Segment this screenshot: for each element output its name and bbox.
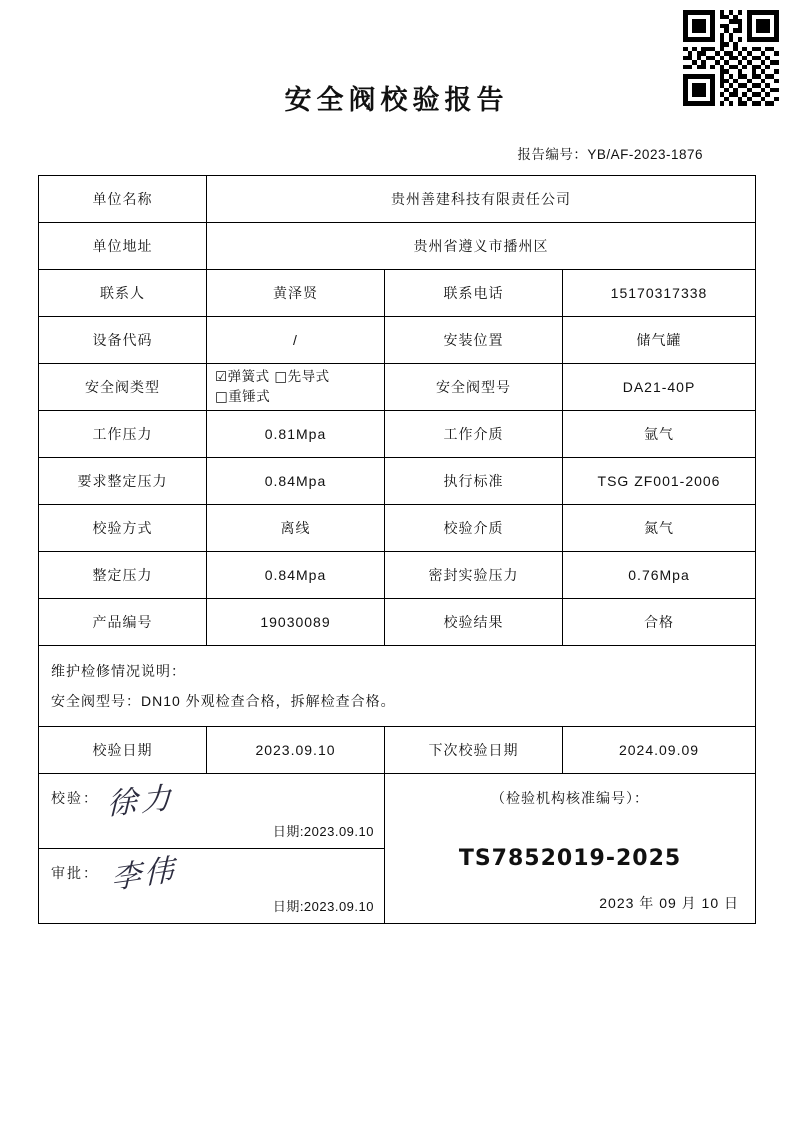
standard-value: TSG ZF001-2006 (563, 458, 756, 505)
table-row (39, 458, 756, 505)
issue-date: 2023 年 09 月 10 日 (599, 895, 740, 911)
checker-label: 校验： (51, 790, 99, 806)
seal-test-pressure-value: 0.76Mpa (563, 552, 756, 599)
install-position-value: 储气罐 (563, 317, 756, 364)
page-title: 安全阀校验报告 (284, 85, 509, 116)
check-result-value: 合格 (563, 599, 756, 646)
valve-type-label: 安全阀类型 (39, 364, 207, 411)
table-row (39, 552, 756, 599)
required-set-pressure-value: 0.84Mpa (207, 458, 385, 505)
work-medium-value: 氩气 (563, 411, 756, 458)
table-row (39, 317, 756, 364)
work-medium-label: 工作介质 (385, 411, 563, 458)
check-method-label: 校验方式 (39, 505, 207, 552)
check-medium-label: 校验介质 (385, 505, 563, 552)
contact-value: 黄泽贤 (207, 270, 385, 317)
table-row (39, 223, 756, 270)
table-row (39, 364, 756, 411)
maintenance-notes-title: 维护检修情况说明： (51, 663, 186, 679)
qr-code (683, 10, 779, 106)
standard-label: 执行标准 (385, 458, 563, 505)
table-row (39, 270, 756, 317)
table-row (39, 774, 756, 849)
valve-model-value: DA21-40P (563, 364, 756, 411)
checker-signature: 徐力 (107, 780, 175, 823)
approver-date: 日期:2023.09.10 (272, 899, 374, 914)
report-table (38, 175, 756, 924)
report-number: 报告编号：YB/AF-2023-1876 (517, 147, 703, 162)
table-row (39, 646, 756, 727)
organization-code-value: TS7852019-2025 (458, 846, 682, 871)
maintenance-notes (39, 646, 756, 727)
unit-name-label: 单位名称 (39, 176, 207, 223)
table-row (39, 599, 756, 646)
work-pressure-value: 0.81Mpa (207, 411, 385, 458)
install-position-label: 安装位置 (385, 317, 563, 364)
check-medium-value: 氮气 (563, 505, 756, 552)
valve-type-checkbox-group-1[interactable]: ☑弹簧式 □先导式 (215, 369, 330, 385)
approver-label: 审批： (51, 865, 99, 881)
product-number-value: 19030089 (207, 599, 385, 646)
approver-signature: 李伟 (111, 852, 177, 897)
contact-label: 联系人 (39, 270, 207, 317)
required-set-pressure-label: 要求整定压力 (39, 458, 207, 505)
organization-approval-cell (385, 774, 756, 924)
set-pressure-label: 整定压力 (39, 552, 207, 599)
next-check-date-label: 下次校验日期 (385, 727, 563, 774)
maintenance-notes-body: 安全阀型号：DN10 外观检查合格，拆解检查合格。 (51, 693, 396, 709)
unit-address-label: 单位地址 (39, 223, 207, 270)
check-date-value: 2023.09.10 (207, 727, 385, 774)
table-row (39, 727, 756, 774)
approver-signature-cell (39, 849, 385, 924)
seal-test-pressure-label: 密封实验压力 (385, 552, 563, 599)
device-code-value: / (207, 317, 385, 364)
checker-signature-cell (39, 774, 385, 849)
phone-value: 15170317338 (563, 270, 756, 317)
table-row (39, 176, 756, 223)
product-number-label: 产品编号 (39, 599, 207, 646)
valve-model-label: 安全阀型号 (385, 364, 563, 411)
unit-name-value: 贵州善建科技有限责任公司 (207, 176, 756, 223)
organization-code-title: （检验机构核准编号）： (491, 790, 649, 806)
table-row (39, 411, 756, 458)
table-row (39, 505, 756, 552)
valve-type-options (207, 364, 385, 411)
phone-label: 联系电话 (385, 270, 563, 317)
next-check-date-value: 2024.09.09 (563, 727, 756, 774)
checker-date: 日期:2023.09.10 (272, 824, 374, 839)
check-method-value: 离线 (207, 505, 385, 552)
work-pressure-label: 工作压力 (39, 411, 207, 458)
check-result-label: 校验结果 (385, 599, 563, 646)
set-pressure-value: 0.84Mpa (207, 552, 385, 599)
device-code-label: 设备代码 (39, 317, 207, 364)
valve-type-checkbox-group-2[interactable]: □重锤式 (215, 389, 271, 405)
check-date-label: 校验日期 (39, 727, 207, 774)
unit-address-value: 贵州省遵义市播州区 (207, 223, 756, 270)
